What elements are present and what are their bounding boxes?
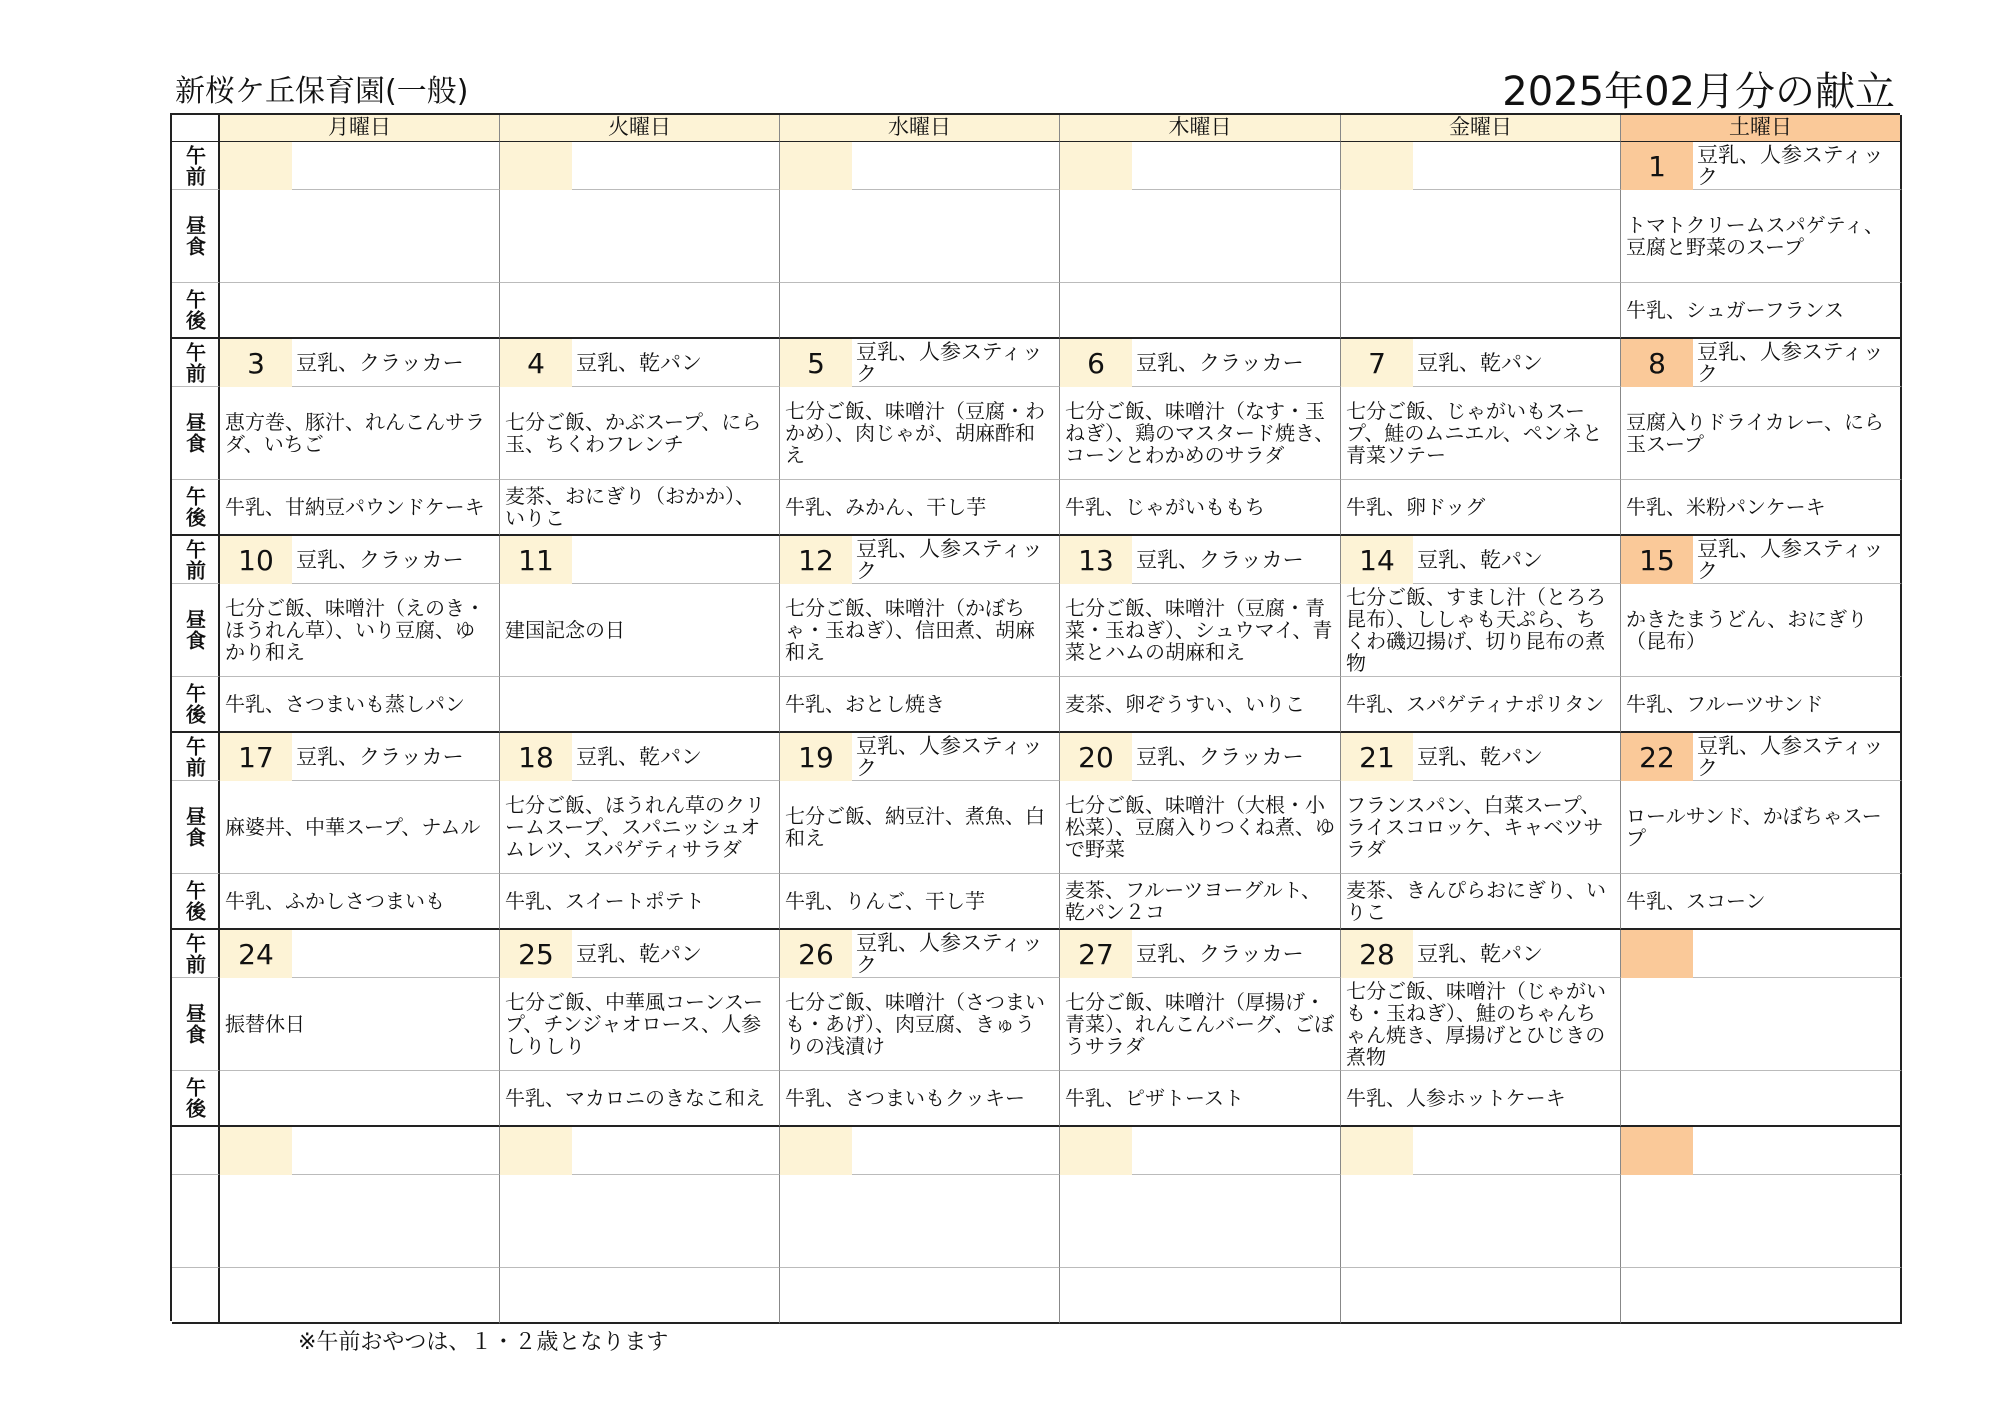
lunch-cell: 七分ご飯、味噌汁（なす・玉ねぎ）、鶏のマスタード焼き、コーンとわかめのサラダ	[1060, 387, 1341, 480]
am-snack-cell	[780, 142, 1060, 190]
pm-snack-cell	[1060, 1268, 1341, 1324]
day-number: 1	[1621, 142, 1693, 190]
lunch-cell: 七分ご飯、味噌汁（さつまいも・あげ）、肉豆腐、きゅうりの浅漬け	[780, 978, 1060, 1071]
day-number	[1060, 1127, 1132, 1175]
meal-label-pm: 午後	[172, 677, 220, 733]
day-number: 20	[1060, 733, 1132, 781]
pm-snack-cell: 牛乳、さつまいもクッキー	[780, 1071, 1060, 1127]
day-number: 18	[500, 733, 572, 781]
am-snack-text: 豆乳、人参スティック	[856, 931, 1043, 977]
weekday-header: 水曜日	[780, 115, 1060, 142]
day-number	[1060, 142, 1132, 190]
am-snack-cell	[780, 339, 1060, 387]
am-snack-text	[1693, 930, 1701, 977]
lunch-cell: 振替休日	[220, 978, 500, 1071]
am-snack-cell	[780, 930, 1060, 978]
pm-snack-cell: 牛乳、スコーン	[1621, 874, 1902, 930]
am-snack-text: 豆乳、クラッカー	[1136, 942, 1304, 966]
am-snack-text: 豆乳、人参スティック	[856, 734, 1043, 780]
pm-snack-cell: 牛乳、卵ドッグ	[1341, 480, 1621, 536]
weekday-header: 火曜日	[500, 115, 780, 142]
pm-snack-cell	[1341, 1268, 1621, 1324]
pm-snack-cell: 牛乳、人参ホットケーキ	[1341, 1071, 1621, 1127]
lunch-cell: 七分ご飯、味噌汁（豆腐・青菜・玉ねぎ）、シュウマイ、青菜とハムの胡麻和え	[1060, 584, 1341, 677]
am-snack-cell	[780, 733, 1060, 781]
lunch-cell: フランスパン、白菜スープ、ライスコロッケ、キャベツサラダ	[1341, 781, 1621, 874]
am-snack-cell	[1341, 142, 1621, 190]
menu-title: 2025年02月分の献立	[1502, 69, 1895, 115]
am-snack-cell	[500, 142, 780, 190]
lunch-cell	[1341, 190, 1621, 283]
am-snack-cell	[1621, 536, 1902, 584]
am-snack-cell	[1341, 536, 1621, 584]
pm-snack-cell	[220, 283, 500, 339]
pm-snack-cell	[1060, 283, 1341, 339]
meal-label-am: 午前	[172, 930, 220, 978]
am-snack-cell	[1341, 1127, 1621, 1175]
pm-snack-cell	[500, 677, 780, 733]
am-snack-cell	[1341, 733, 1621, 781]
am-snack-text: 豆乳、乾パン	[1417, 745, 1543, 769]
meal-label-lunch: 昼食	[172, 978, 220, 1071]
am-snack-text: 豆乳、乾パン	[576, 942, 702, 966]
day-number: 19	[780, 733, 852, 781]
day-number	[1341, 142, 1413, 190]
meal-label-lunch: 昼食	[172, 781, 220, 874]
pm-snack-cell: 牛乳、フルーツサンド	[1621, 677, 1902, 733]
lunch-cell: 七分ご飯、味噌汁（えのき・ほうれん草）、いり豆腐、ゆかり和え	[220, 584, 500, 677]
am-snack-cell	[1341, 930, 1621, 978]
grid-corner	[172, 115, 220, 142]
day-number	[500, 142, 572, 190]
am-snack-text: 豆乳、人参スティック	[1697, 340, 1884, 386]
am-snack-cell	[220, 1127, 500, 1175]
pm-snack-cell: 麦茶、きんぴらおにぎり、いりこ	[1341, 874, 1621, 930]
am-snack-text	[572, 536, 580, 583]
am-snack-cell	[1341, 339, 1621, 387]
day-number: 4	[500, 339, 572, 387]
meal-label-pm	[172, 1268, 220, 1324]
pm-snack-cell	[780, 1268, 1060, 1324]
am-snack-text: 豆乳、人参スティック	[856, 537, 1043, 583]
lunch-cell: 七分ご飯、ほうれん草のクリームスープ、スパニッシュオムレツ、スパゲティサラダ	[500, 781, 780, 874]
lunch-cell	[1341, 1175, 1621, 1268]
am-snack-text: 豆乳、クラッカー	[1136, 351, 1304, 375]
lunch-cell	[1060, 1175, 1341, 1268]
lunch-cell: 七分ご飯、中華風コーンスープ、チンジャオロース、人参しりしり	[500, 978, 780, 1071]
am-snack-cell	[220, 930, 500, 978]
am-snack-cell	[500, 1127, 780, 1175]
am-snack-cell	[1621, 930, 1902, 978]
lunch-cell	[1621, 1175, 1902, 1268]
lunch-cell: 七分ご飯、味噌汁（じゃがいも・玉ねぎ）、鮭のちゃんちゃん焼き、厚揚げとひじきの煮物	[1341, 978, 1621, 1071]
day-number: 14	[1341, 536, 1413, 584]
meal-label-am: 午前	[172, 339, 220, 387]
lunch-cell	[1060, 190, 1341, 283]
am-snack-text: 豆乳、人参スティック	[1697, 143, 1884, 189]
lunch-cell: 豆腐入りドライカレー、にら玉スープ	[1621, 387, 1902, 480]
nursery-name: 新桜ケ丘保育園(一般)	[175, 74, 469, 109]
pm-snack-cell: 麦茶、卵ぞうすい、いりこ	[1060, 677, 1341, 733]
am-snack-cell	[1060, 1127, 1341, 1175]
am-snack-cell	[220, 733, 500, 781]
am-snack-cell	[1621, 142, 1902, 190]
meal-label-lunch: 昼食	[172, 387, 220, 480]
am-snack-text	[572, 142, 580, 189]
pm-snack-cell: 牛乳、ふかしさつまいも	[220, 874, 500, 930]
am-snack-text: 豆乳、人参スティック	[1697, 537, 1884, 583]
lunch-cell: 麻婆丼、中華スープ、ナムル	[220, 781, 500, 874]
am-snack-cell	[1060, 536, 1341, 584]
pm-snack-cell: 牛乳、シュガーフランス	[1621, 283, 1902, 339]
day-number: 12	[780, 536, 852, 584]
pm-snack-cell: 牛乳、おとし焼き	[780, 677, 1060, 733]
pm-snack-cell	[1621, 1268, 1902, 1324]
day-number: 3	[220, 339, 292, 387]
meal-label-pm: 午後	[172, 874, 220, 930]
am-snack-cell	[1621, 733, 1902, 781]
day-number	[780, 1127, 852, 1175]
meal-label-am: 午前	[172, 536, 220, 584]
day-number	[1621, 1127, 1693, 1175]
am-snack-cell	[500, 930, 780, 978]
pm-snack-cell: 牛乳、じゃがいももち	[1060, 480, 1341, 536]
day-number: 15	[1621, 536, 1693, 584]
lunch-cell: かきたまうどん、おにぎり（昆布）	[1621, 584, 1902, 677]
am-snack-text: 豆乳、クラッカー	[296, 745, 464, 769]
day-number	[500, 1127, 572, 1175]
am-snack-cell	[500, 339, 780, 387]
day-number: 26	[780, 930, 852, 978]
am-snack-text: 豆乳、乾パン	[576, 351, 702, 375]
meal-label-lunch: 昼食	[172, 190, 220, 283]
am-snack-text	[1413, 1127, 1421, 1174]
day-number: 28	[1341, 930, 1413, 978]
pm-snack-cell	[220, 1071, 500, 1127]
lunch-cell	[1621, 978, 1902, 1071]
day-number	[1341, 1127, 1413, 1175]
am-snack-text	[292, 930, 300, 977]
lunch-cell	[500, 190, 780, 283]
day-number: 27	[1060, 930, 1132, 978]
am-snack-text	[572, 1127, 580, 1174]
lunch-cell: 七分ご飯、味噌汁（かぼちゃ・玉ねぎ）、信田煮、胡麻和え	[780, 584, 1060, 677]
menu-calendar-grid	[170, 113, 1900, 1321]
lunch-cell	[220, 190, 500, 283]
lunch-cell: 七分ご飯、味噌汁（大根・小松菜）、豆腐入りつくね煮、ゆで野菜	[1060, 781, 1341, 874]
am-snack-cell	[780, 536, 1060, 584]
pm-snack-cell	[780, 283, 1060, 339]
weekday-header: 金曜日	[1341, 115, 1621, 142]
pm-snack-cell	[500, 1268, 780, 1324]
day-number: 22	[1621, 733, 1693, 781]
day-number	[220, 1127, 292, 1175]
day-number: 11	[500, 536, 572, 584]
am-snack-text: 豆乳、クラッカー	[296, 548, 464, 572]
am-snack-cell	[1060, 339, 1341, 387]
pm-snack-cell	[1341, 283, 1621, 339]
lunch-cell	[500, 1175, 780, 1268]
am-snack-text: 豆乳、人参スティック	[856, 340, 1043, 386]
am-snack-cell	[220, 142, 500, 190]
lunch-cell: 恵方巻、豚汁、れんこんサラダ、いちご	[220, 387, 500, 480]
day-number	[220, 142, 292, 190]
pm-snack-cell: 牛乳、みかん、干し芋	[780, 480, 1060, 536]
day-number: 5	[780, 339, 852, 387]
meal-label-lunch	[172, 1175, 220, 1268]
pm-snack-cell: 牛乳、マカロニのきなこ和え	[500, 1071, 780, 1127]
am-snack-text	[1693, 1127, 1701, 1174]
pm-snack-cell: 牛乳、スイートポテト	[500, 874, 780, 930]
pm-snack-cell: 牛乳、りんご、干し芋	[780, 874, 1060, 930]
am-snack-text	[1413, 142, 1421, 189]
lunch-cell	[220, 1175, 500, 1268]
am-snack-text	[852, 142, 860, 189]
day-number: 21	[1341, 733, 1413, 781]
am-snack-text: 豆乳、乾パン	[576, 745, 702, 769]
lunch-cell: 七分ご飯、すまし汁（とろろ昆布）、ししゃも天ぷら、ちくわ磯辺揚げ、切り昆布の煮物	[1341, 584, 1621, 677]
am-snack-cell	[1060, 930, 1341, 978]
am-snack-cell	[220, 536, 500, 584]
lunch-cell	[780, 190, 1060, 283]
weekday-header: 木曜日	[1060, 115, 1341, 142]
day-number	[1621, 930, 1693, 978]
am-snack-text	[852, 1127, 860, 1174]
am-snack-cell	[780, 1127, 1060, 1175]
meal-label-pm: 午後	[172, 480, 220, 536]
weekday-header: 土曜日	[1621, 115, 1902, 142]
lunch-cell	[780, 1175, 1060, 1268]
meal-label-pm: 午後	[172, 1071, 220, 1127]
am-snack-text: 豆乳、クラッカー	[296, 351, 464, 375]
am-snack-text: 豆乳、クラッカー	[1136, 745, 1304, 769]
footnote: ※午前おやつは、１・２歳となります	[298, 1330, 669, 1355]
pm-snack-cell: 牛乳、甘納豆パウンドケーキ	[220, 480, 500, 536]
pm-snack-cell: 麦茶、おにぎり（おかか）、いりこ	[500, 480, 780, 536]
am-snack-cell	[1060, 142, 1341, 190]
lunch-cell: トマトクリームスパゲティ、豆腐と野菜のスープ	[1621, 190, 1902, 283]
pm-snack-cell: 牛乳、米粉パンケーキ	[1621, 480, 1902, 536]
am-snack-cell	[220, 339, 500, 387]
lunch-cell: 七分ご飯、味噌汁（豆腐・わかめ）、肉じゃが、胡麻酢和え	[780, 387, 1060, 480]
day-number: 24	[220, 930, 292, 978]
meal-label-am	[172, 1127, 220, 1175]
lunch-cell: 七分ご飯、味噌汁（厚揚げ・青菜）、れんこんバーグ、ごぼうサラダ	[1060, 978, 1341, 1071]
day-number: 13	[1060, 536, 1132, 584]
pm-snack-cell: 牛乳、さつまいも蒸しパン	[220, 677, 500, 733]
weekday-header: 月曜日	[220, 115, 500, 142]
am-snack-cell	[1060, 733, 1341, 781]
day-number: 25	[500, 930, 572, 978]
am-snack-text: 豆乳、乾パン	[1417, 548, 1543, 572]
pm-snack-cell: 麦茶、フルーツヨーグルト、乾パン２コ	[1060, 874, 1341, 930]
am-snack-text: 豆乳、乾パン	[1417, 942, 1543, 966]
am-snack-text	[1132, 1127, 1140, 1174]
pm-snack-cell	[220, 1268, 500, 1324]
am-snack-cell	[500, 536, 780, 584]
pm-snack-cell: 牛乳、スパゲティナポリタン	[1341, 677, 1621, 733]
lunch-cell: 七分ご飯、じゃがいもスープ、鮭のムニエル、ペンネと青菜ソテー	[1341, 387, 1621, 480]
meal-label-lunch: 昼食	[172, 584, 220, 677]
day-number: 10	[220, 536, 292, 584]
am-snack-text	[292, 1127, 300, 1174]
meal-label-am: 午前	[172, 142, 220, 190]
am-snack-text	[292, 142, 300, 189]
am-snack-text: 豆乳、乾パン	[1417, 351, 1543, 375]
day-number: 7	[1341, 339, 1413, 387]
am-snack-cell	[500, 733, 780, 781]
meal-label-pm: 午後	[172, 283, 220, 339]
day-number: 6	[1060, 339, 1132, 387]
meal-label-am: 午前	[172, 733, 220, 781]
lunch-cell: 建国記念の日	[500, 584, 780, 677]
pm-snack-cell	[1621, 1071, 1902, 1127]
am-snack-text	[1132, 142, 1140, 189]
day-number	[780, 142, 852, 190]
am-snack-cell	[1621, 1127, 1902, 1175]
pm-snack-cell: 牛乳、ピザトースト	[1060, 1071, 1341, 1127]
pm-snack-cell	[500, 283, 780, 339]
am-snack-text: 豆乳、人参スティック	[1697, 734, 1884, 780]
am-snack-text: 豆乳、クラッカー	[1136, 548, 1304, 572]
day-number: 17	[220, 733, 292, 781]
lunch-cell: 七分ご飯、かぶスープ、にら玉、ちくわフレンチ	[500, 387, 780, 480]
lunch-cell: 七分ご飯、納豆汁、煮魚、白和え	[780, 781, 1060, 874]
am-snack-cell	[1621, 339, 1902, 387]
lunch-cell: ロールサンド、かぼちゃスープ	[1621, 781, 1902, 874]
day-number: 8	[1621, 339, 1693, 387]
